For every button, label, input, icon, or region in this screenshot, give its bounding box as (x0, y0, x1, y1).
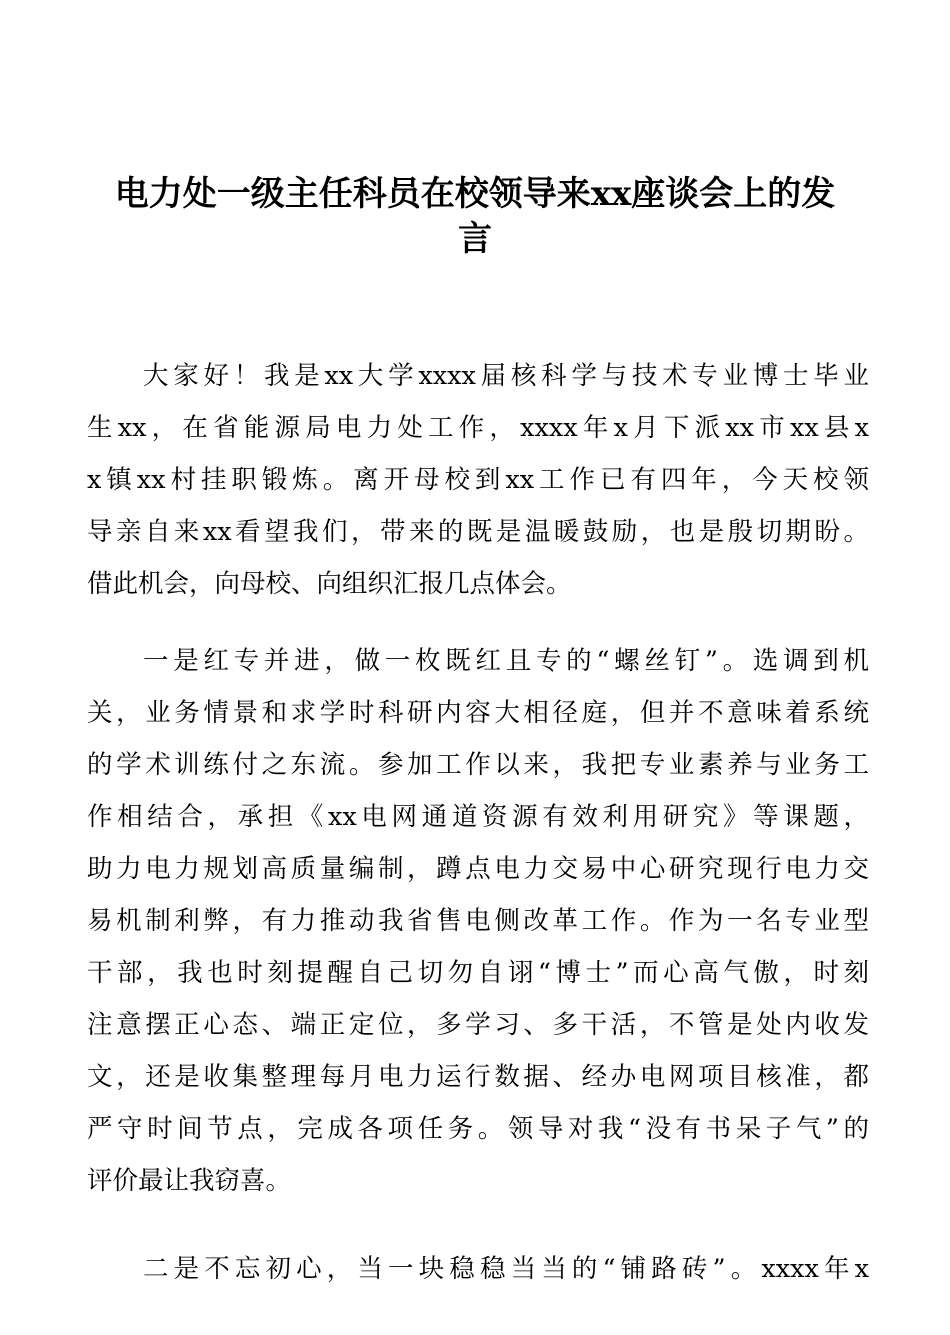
text-line: 干部，我也时刻提醒自己切勿自诩“博士”而心高气傲，时刻 (87, 958, 869, 988)
text-line: 关，业务情景和求学时科研内容大相径庭，但并不意味着系统 (87, 698, 869, 728)
text-line: 一是红专并进，做一枚既红且专的“螺丝钉”。选调到机 (143, 646, 869, 676)
document-title (80, 172, 870, 262)
text-line: x镇xx村挂职锻炼。离开母校到xx工作已有四年，今天校领 (87, 465, 869, 495)
text-line: 助力电力规划高质量编制，蹲点电力交易中心研究现行电力交 (87, 854, 869, 884)
paragraph-point-two (87, 1243, 869, 1295)
text-line: 易机制利弊，有力推动我省售电侧改革工作。作为一名专业型 (87, 906, 869, 936)
text-line: 作相结合，承担《xx电网通道资源有效利用研究》等课题， (87, 802, 869, 832)
text-line: 二是不忘初心，当一块稳稳当当的“铺路砖”。xxxx年x (143, 1254, 869, 1284)
text-line: 借此机会，向母校、向组织汇报几点体会。 (87, 569, 572, 599)
text-line: 生xx，在省能源局电力处工作，xxxx年x月下派xx市xx县x (87, 413, 869, 443)
text-line: 严守时间节点，完成各项任务。领导对我“没有书呆子气”的 (87, 1114, 869, 1144)
text-line: 文，还是收集整理每月电力运行数据、经办电网项目核准，都 (87, 1062, 869, 1092)
text-line: 注意摆正心态、端正定位，多学习、多干活，不管是处内收发 (87, 1010, 869, 1040)
text-line: 大家好！我是xx大学xxxx届核科学与技术专业博士毕业 (143, 361, 869, 391)
text-line: 评价最让我窃喜。 (87, 1166, 292, 1196)
text-line: 的学术训练付之东流。参加工作以来，我把专业素养与业务工 (87, 750, 869, 780)
title-line: 言 (458, 219, 492, 259)
text-line: 导亲自来xx看望我们，带来的既是温暖鼓励，也是殷切期盼。 (87, 517, 869, 547)
title-line: 电力处一级主任科员在校领导来xx座谈会上的发 (114, 174, 836, 214)
paragraph-point-one (87, 635, 869, 1207)
paragraph-greeting (87, 350, 869, 610)
